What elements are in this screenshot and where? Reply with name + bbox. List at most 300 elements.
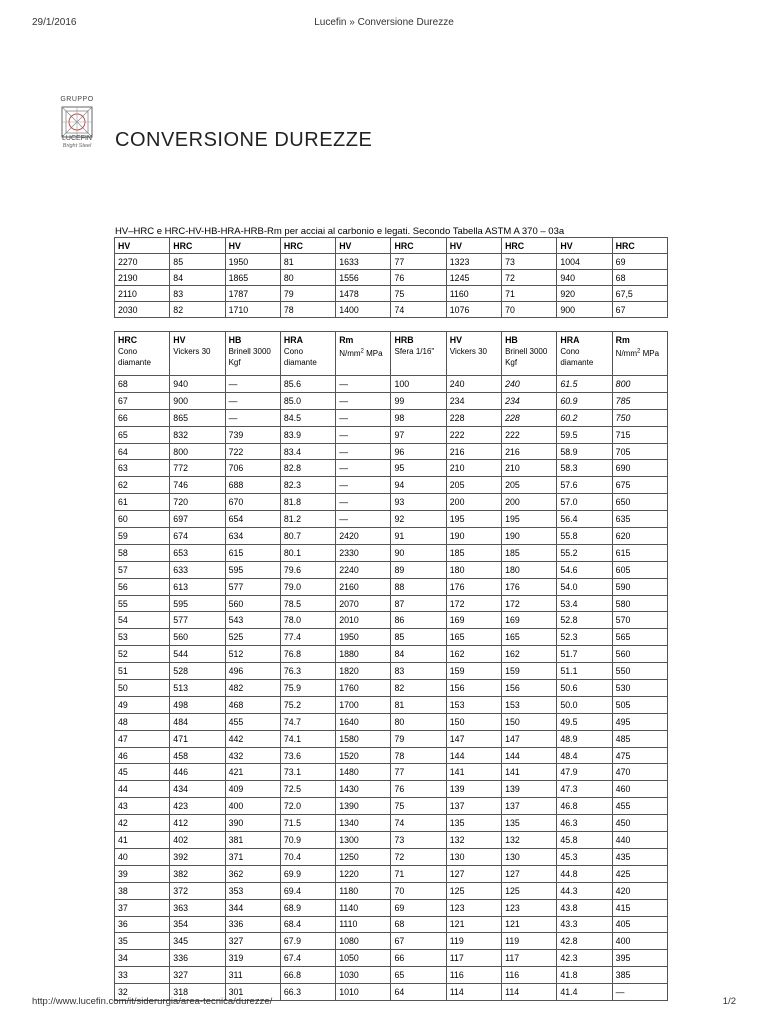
table-cell: 234: [446, 392, 501, 409]
table-cell: 80.7: [280, 528, 335, 545]
table-cell: 440: [612, 832, 667, 849]
column-header: [336, 332, 391, 376]
table-cell: 1760: [336, 680, 391, 697]
table-row: [115, 680, 668, 697]
table-cell: 156: [502, 680, 557, 697]
column-header-name: HV: [173, 335, 186, 345]
table-cell: 79.0: [280, 578, 335, 595]
table-caption: HV–HRC e HRC-HV-HB-HRA-HRB-Rm per acciai al carbonio e legati. Secondo Tabella ASTM A 370 – 03a: [115, 226, 565, 237]
table-cell: 75: [391, 286, 446, 302]
table-cell: 1633: [336, 254, 391, 270]
table-cell: 482: [225, 680, 280, 697]
table-cell: 147: [502, 730, 557, 747]
table-cell: 74.1: [280, 730, 335, 747]
table-cell: 66: [115, 409, 170, 426]
table-cell: 81: [280, 254, 335, 270]
table-cell: 78.5: [280, 595, 335, 612]
table-cell: 52.8: [557, 612, 612, 629]
column-header: [225, 332, 280, 376]
table-cell: 1245: [446, 270, 501, 286]
column-header-unit: Sfera 1/16'': [394, 347, 435, 356]
table-cell: 920: [557, 286, 612, 302]
table-cell: 77: [391, 764, 446, 781]
table-cell: 550: [612, 663, 667, 680]
table-cell: 41.4: [557, 984, 612, 1001]
table-row: [115, 528, 668, 545]
table-cell: 228: [502, 409, 557, 426]
table-cell: —: [225, 409, 280, 426]
column-header: HRC: [280, 238, 335, 254]
table-row: [115, 815, 668, 832]
page-url[interactable]: http://www.lucefin.com/it/siderurgia/area-tecnica/durezze/: [32, 996, 273, 1007]
table-cell: 58.3: [557, 460, 612, 477]
table-row: [115, 477, 668, 494]
column-header-unit: Cono diamante: [560, 347, 594, 367]
table-cell: 565: [612, 629, 667, 646]
table-cell: 392: [170, 848, 225, 865]
table-cell: 865: [170, 409, 225, 426]
table-cell: 85.0: [280, 392, 335, 409]
table-cell: 336: [170, 950, 225, 967]
table-cell: 41: [115, 832, 170, 849]
column-header-name: HB: [505, 335, 518, 345]
table-cell: 216: [502, 443, 557, 460]
table-cell: 706: [225, 460, 280, 477]
table-cell: 176: [502, 578, 557, 595]
table-row: [115, 494, 668, 511]
table-row: [115, 967, 668, 984]
hv-hrc-table: [114, 237, 668, 318]
table-cell: 66: [391, 950, 446, 967]
table-cell: 615: [612, 544, 667, 561]
column-header: HV: [557, 238, 612, 254]
table-cell: —: [612, 984, 667, 1001]
table-row: [115, 629, 668, 646]
table-cell: 75.2: [280, 696, 335, 713]
table-cell: 327: [225, 933, 280, 950]
table-cell: —: [336, 511, 391, 528]
table-cell: 84: [391, 646, 446, 663]
table-cell: 670: [225, 494, 280, 511]
table-cell: 60.2: [557, 409, 612, 426]
table-cell: 66.8: [280, 967, 335, 984]
table-cell: 722: [225, 443, 280, 460]
table-cell: 2030: [115, 302, 170, 318]
table-cell: 159: [502, 663, 557, 680]
table-cell: 38: [115, 882, 170, 899]
table-cell: 372: [170, 882, 225, 899]
table-cell: 172: [446, 595, 501, 612]
column-header: [502, 332, 557, 376]
table-cell: 72.5: [280, 781, 335, 798]
table-cell: 371: [225, 848, 280, 865]
table-cell: 56: [115, 578, 170, 595]
table-cell: 125: [502, 882, 557, 899]
table-cell: 121: [446, 916, 501, 933]
table-cell: 67,5: [612, 286, 667, 302]
table-cell: —: [225, 392, 280, 409]
table-row: [115, 460, 668, 477]
table-cell: 79: [280, 286, 335, 302]
table-cell: 78: [280, 302, 335, 318]
table-cell: 674: [170, 528, 225, 545]
table-cell: 51: [115, 663, 170, 680]
table-row: [115, 848, 668, 865]
table-cell: 33: [115, 967, 170, 984]
table-cell: 44.8: [557, 865, 612, 882]
column-header: HV: [336, 238, 391, 254]
table-row: [115, 561, 668, 578]
table-cell: 65: [115, 426, 170, 443]
table-cell: 95: [391, 460, 446, 477]
table-cell: 87: [391, 595, 446, 612]
table-cell: 832: [170, 426, 225, 443]
table-cell: 52: [115, 646, 170, 663]
table-cell: 50.0: [557, 696, 612, 713]
table-cell: 800: [612, 376, 667, 393]
table-cell: 471: [170, 730, 225, 747]
table-cell: 450: [612, 815, 667, 832]
table-cell: 434: [170, 781, 225, 798]
table-cell: 66.3: [280, 984, 335, 1001]
table-cell: 1050: [336, 950, 391, 967]
table-cell: 1400: [336, 302, 391, 318]
table-cell: 432: [225, 747, 280, 764]
table-cell: 1580: [336, 730, 391, 747]
table-cell: 400: [225, 798, 280, 815]
table-cell: 577: [170, 612, 225, 629]
table-cell: 153: [446, 696, 501, 713]
table-cell: 620: [612, 528, 667, 545]
table-cell: —: [225, 376, 280, 393]
table-cell: 75.9: [280, 680, 335, 697]
column-header-unit: Brinell 3000 Kgf: [228, 347, 271, 367]
table-cell: 739: [225, 426, 280, 443]
table-cell: 69.4: [280, 882, 335, 899]
lucefin-logo[interactable]: [56, 96, 98, 152]
table-cell: 210: [446, 460, 501, 477]
table-cell: 58.9: [557, 443, 612, 460]
table-cell: 96: [391, 443, 446, 460]
table-cell: 75: [391, 798, 446, 815]
table-cell: 82.3: [280, 477, 335, 494]
column-header-name: HB: [228, 335, 242, 345]
column-header: [170, 332, 225, 376]
column-header: [280, 332, 335, 376]
table-cell: 74: [391, 815, 446, 832]
table-cell: 45.8: [557, 832, 612, 849]
table-cell: 468: [225, 696, 280, 713]
table-cell: 446: [170, 764, 225, 781]
table-cell: 45.3: [557, 848, 612, 865]
table-cell: 137: [446, 798, 501, 815]
table-cell: 81.2: [280, 511, 335, 528]
table-cell: 68: [612, 270, 667, 286]
table-cell: 595: [170, 595, 225, 612]
table-cell: 141: [502, 764, 557, 781]
table-cell: 125: [446, 882, 501, 899]
table-cell: 190: [446, 528, 501, 545]
table-cell: 100: [391, 376, 446, 393]
table-cell: 89: [391, 561, 446, 578]
table-cell: 84: [170, 270, 225, 286]
table-cell: 130: [446, 848, 501, 865]
table-cell: 82: [391, 680, 446, 697]
table-cell: 595: [225, 561, 280, 578]
table-cell: 195: [502, 511, 557, 528]
table-row: [115, 612, 668, 629]
table-cell: 301: [225, 984, 280, 1001]
table-cell: 421: [225, 764, 280, 781]
table-row: [115, 254, 668, 270]
table-cell: 900: [557, 302, 612, 318]
table-cell: 150: [502, 713, 557, 730]
table-cell: 185: [502, 544, 557, 561]
table-cell: 1480: [336, 764, 391, 781]
table-cell: 169: [502, 612, 557, 629]
table-cell: 72.0: [280, 798, 335, 815]
table-cell: 344: [225, 899, 280, 916]
table-cell: 82: [170, 302, 225, 318]
table-cell: 420: [612, 882, 667, 899]
table-cell: 412: [170, 815, 225, 832]
table-cell: 1110: [336, 916, 391, 933]
table-cell: 423: [170, 798, 225, 815]
table-cell: 800: [170, 443, 225, 460]
table-cell: 132: [446, 832, 501, 849]
table-cell: 62: [115, 477, 170, 494]
table-cell: 2420: [336, 528, 391, 545]
table-cell: 55.8: [557, 528, 612, 545]
table-cell: —: [336, 477, 391, 494]
table-cell: 68: [115, 376, 170, 393]
table-cell: 73.1: [280, 764, 335, 781]
table-cell: 318: [170, 984, 225, 1001]
column-header-unit: Cono diamante: [283, 347, 317, 367]
table-cell: 139: [502, 781, 557, 798]
table-cell: 85: [170, 254, 225, 270]
table-cell: 57: [115, 561, 170, 578]
table-cell: 35: [115, 933, 170, 950]
table-cell: 353: [225, 882, 280, 899]
table-cell: 54: [115, 612, 170, 629]
table-cell: 135: [502, 815, 557, 832]
table-cell: 200: [446, 494, 501, 511]
table-cell: 44: [115, 781, 170, 798]
full-conversion-table: [114, 331, 668, 1001]
table-cell: 1710: [225, 302, 280, 318]
table-cell: 390: [225, 815, 280, 832]
table-cell: 165: [502, 629, 557, 646]
table-row: [115, 544, 668, 561]
table-cell: 697: [170, 511, 225, 528]
table-cell: 172: [502, 595, 557, 612]
table-cell: 746: [170, 477, 225, 494]
table-cell: 1010: [336, 984, 391, 1001]
table-row: [115, 950, 668, 967]
table-row: [115, 511, 668, 528]
table-cell: 1323: [446, 254, 501, 270]
table-cell: 654: [225, 511, 280, 528]
table-cell: 88: [391, 578, 446, 595]
table-cell: 458: [170, 747, 225, 764]
table-cell: 653: [170, 544, 225, 561]
table-cell: 400: [612, 933, 667, 950]
table-cell: 2240: [336, 561, 391, 578]
table-cell: 79: [391, 730, 446, 747]
table-cell: —: [336, 392, 391, 409]
table-cell: 77: [391, 254, 446, 270]
table-cell: 132: [502, 832, 557, 849]
table-cell: 650: [612, 494, 667, 511]
table-cell: 435: [612, 848, 667, 865]
table-cell: —: [336, 409, 391, 426]
table-cell: 116: [446, 967, 501, 984]
table-cell: 560: [170, 629, 225, 646]
table-row: [115, 916, 668, 933]
table-cell: 144: [446, 747, 501, 764]
table-cell: 42.8: [557, 933, 612, 950]
table-cell: 42: [115, 815, 170, 832]
table-cell: 77.4: [280, 629, 335, 646]
table-cell: 460: [612, 781, 667, 798]
table-cell: 86: [391, 612, 446, 629]
table-cell: 159: [446, 663, 501, 680]
table-cell: 44.3: [557, 882, 612, 899]
table-cell: 228: [446, 409, 501, 426]
table-cell: 50: [115, 680, 170, 697]
table-cell: 2270: [115, 254, 170, 270]
table-cell: 139: [446, 781, 501, 798]
table-cell: 65: [391, 967, 446, 984]
table-cell: 354: [170, 916, 225, 933]
table-cell: 82.8: [280, 460, 335, 477]
table-cell: 85: [391, 629, 446, 646]
table-row: [115, 392, 668, 409]
table-cell: 327: [170, 967, 225, 984]
table-cell: 1520: [336, 747, 391, 764]
table-cell: 119: [446, 933, 501, 950]
table-cell: 72: [502, 270, 557, 286]
table-cell: 496: [225, 663, 280, 680]
table-cell: 222: [446, 426, 501, 443]
table-cell: 580: [612, 595, 667, 612]
table-cell: 150: [446, 713, 501, 730]
table-cell: 210: [502, 460, 557, 477]
table-cell: 73: [391, 832, 446, 849]
table-cell: 123: [502, 899, 557, 916]
column-header: HV: [225, 238, 280, 254]
table-cell: 64: [391, 984, 446, 1001]
logo-bottom-text: LUCEFIN: [62, 135, 92, 142]
table-cell: —: [336, 376, 391, 393]
table-cell: 1340: [336, 815, 391, 832]
table-cell: 40: [115, 848, 170, 865]
table-cell: 205: [446, 477, 501, 494]
table-row: [115, 764, 668, 781]
table-cell: 635: [612, 511, 667, 528]
table-row: [115, 302, 668, 318]
table-cell: 51.7: [557, 646, 612, 663]
table-cell: 67.4: [280, 950, 335, 967]
table-cell: 153: [502, 696, 557, 713]
table-cell: 470: [612, 764, 667, 781]
table-cell: 1140: [336, 899, 391, 916]
column-header: HRC: [170, 238, 225, 254]
table-cell: 73.6: [280, 747, 335, 764]
table-row: [115, 270, 668, 286]
table-cell: 130: [502, 848, 557, 865]
table-cell: 61.5: [557, 376, 612, 393]
table-cell: 83.9: [280, 426, 335, 443]
table-cell: 505: [612, 696, 667, 713]
table-cell: 76.3: [280, 663, 335, 680]
table-cell: 81: [391, 696, 446, 713]
column-header: [391, 332, 446, 376]
table-row: [115, 443, 668, 460]
table-cell: 560: [225, 595, 280, 612]
table-cell: —: [336, 460, 391, 477]
table-cell: 90: [391, 544, 446, 561]
table-cell: 69.9: [280, 865, 335, 882]
table-cell: 1950: [225, 254, 280, 270]
table-cell: 48.9: [557, 730, 612, 747]
table-row: [115, 899, 668, 916]
table-cell: 98: [391, 409, 446, 426]
column-header-name: HRA: [560, 335, 580, 345]
column-header: HRC: [502, 238, 557, 254]
table-cell: 58: [115, 544, 170, 561]
table-cell: 64: [115, 443, 170, 460]
table-cell: 1820: [336, 663, 391, 680]
column-header-unit: Vickers 30: [449, 347, 487, 356]
column-header: [557, 332, 612, 376]
table-cell: 81.8: [280, 494, 335, 511]
table-cell: 512: [225, 646, 280, 663]
table-cell: 94: [391, 477, 446, 494]
logo-sub-text: Bright Steel: [62, 143, 92, 149]
table-cell: 80.1: [280, 544, 335, 561]
table-cell: 363: [170, 899, 225, 916]
table-cell: —: [336, 443, 391, 460]
print-date: 29/1/2016: [32, 17, 77, 28]
table-cell: 127: [502, 865, 557, 882]
table-cell: 60: [115, 511, 170, 528]
table-cell: 381: [225, 832, 280, 849]
table-cell: 484: [170, 713, 225, 730]
table-row: [115, 832, 668, 849]
table-cell: 382: [170, 865, 225, 882]
table-cell: 55.2: [557, 544, 612, 561]
table-cell: 405: [612, 916, 667, 933]
table-row: [115, 781, 668, 798]
table-cell: 613: [170, 578, 225, 595]
table-cell: 71.5: [280, 815, 335, 832]
table-cell: —: [336, 426, 391, 443]
table-cell: 1865: [225, 270, 280, 286]
table-cell: 69: [391, 899, 446, 916]
table-cell: 50.6: [557, 680, 612, 697]
table-cell: 41.8: [557, 967, 612, 984]
table-cell: 785: [612, 392, 667, 409]
table-cell: 715: [612, 426, 667, 443]
table-row: [115, 595, 668, 612]
table-cell: 772: [170, 460, 225, 477]
table-cell: 200: [502, 494, 557, 511]
table-cell: 123: [446, 899, 501, 916]
table-row: [115, 747, 668, 764]
table-cell: 67: [115, 392, 170, 409]
